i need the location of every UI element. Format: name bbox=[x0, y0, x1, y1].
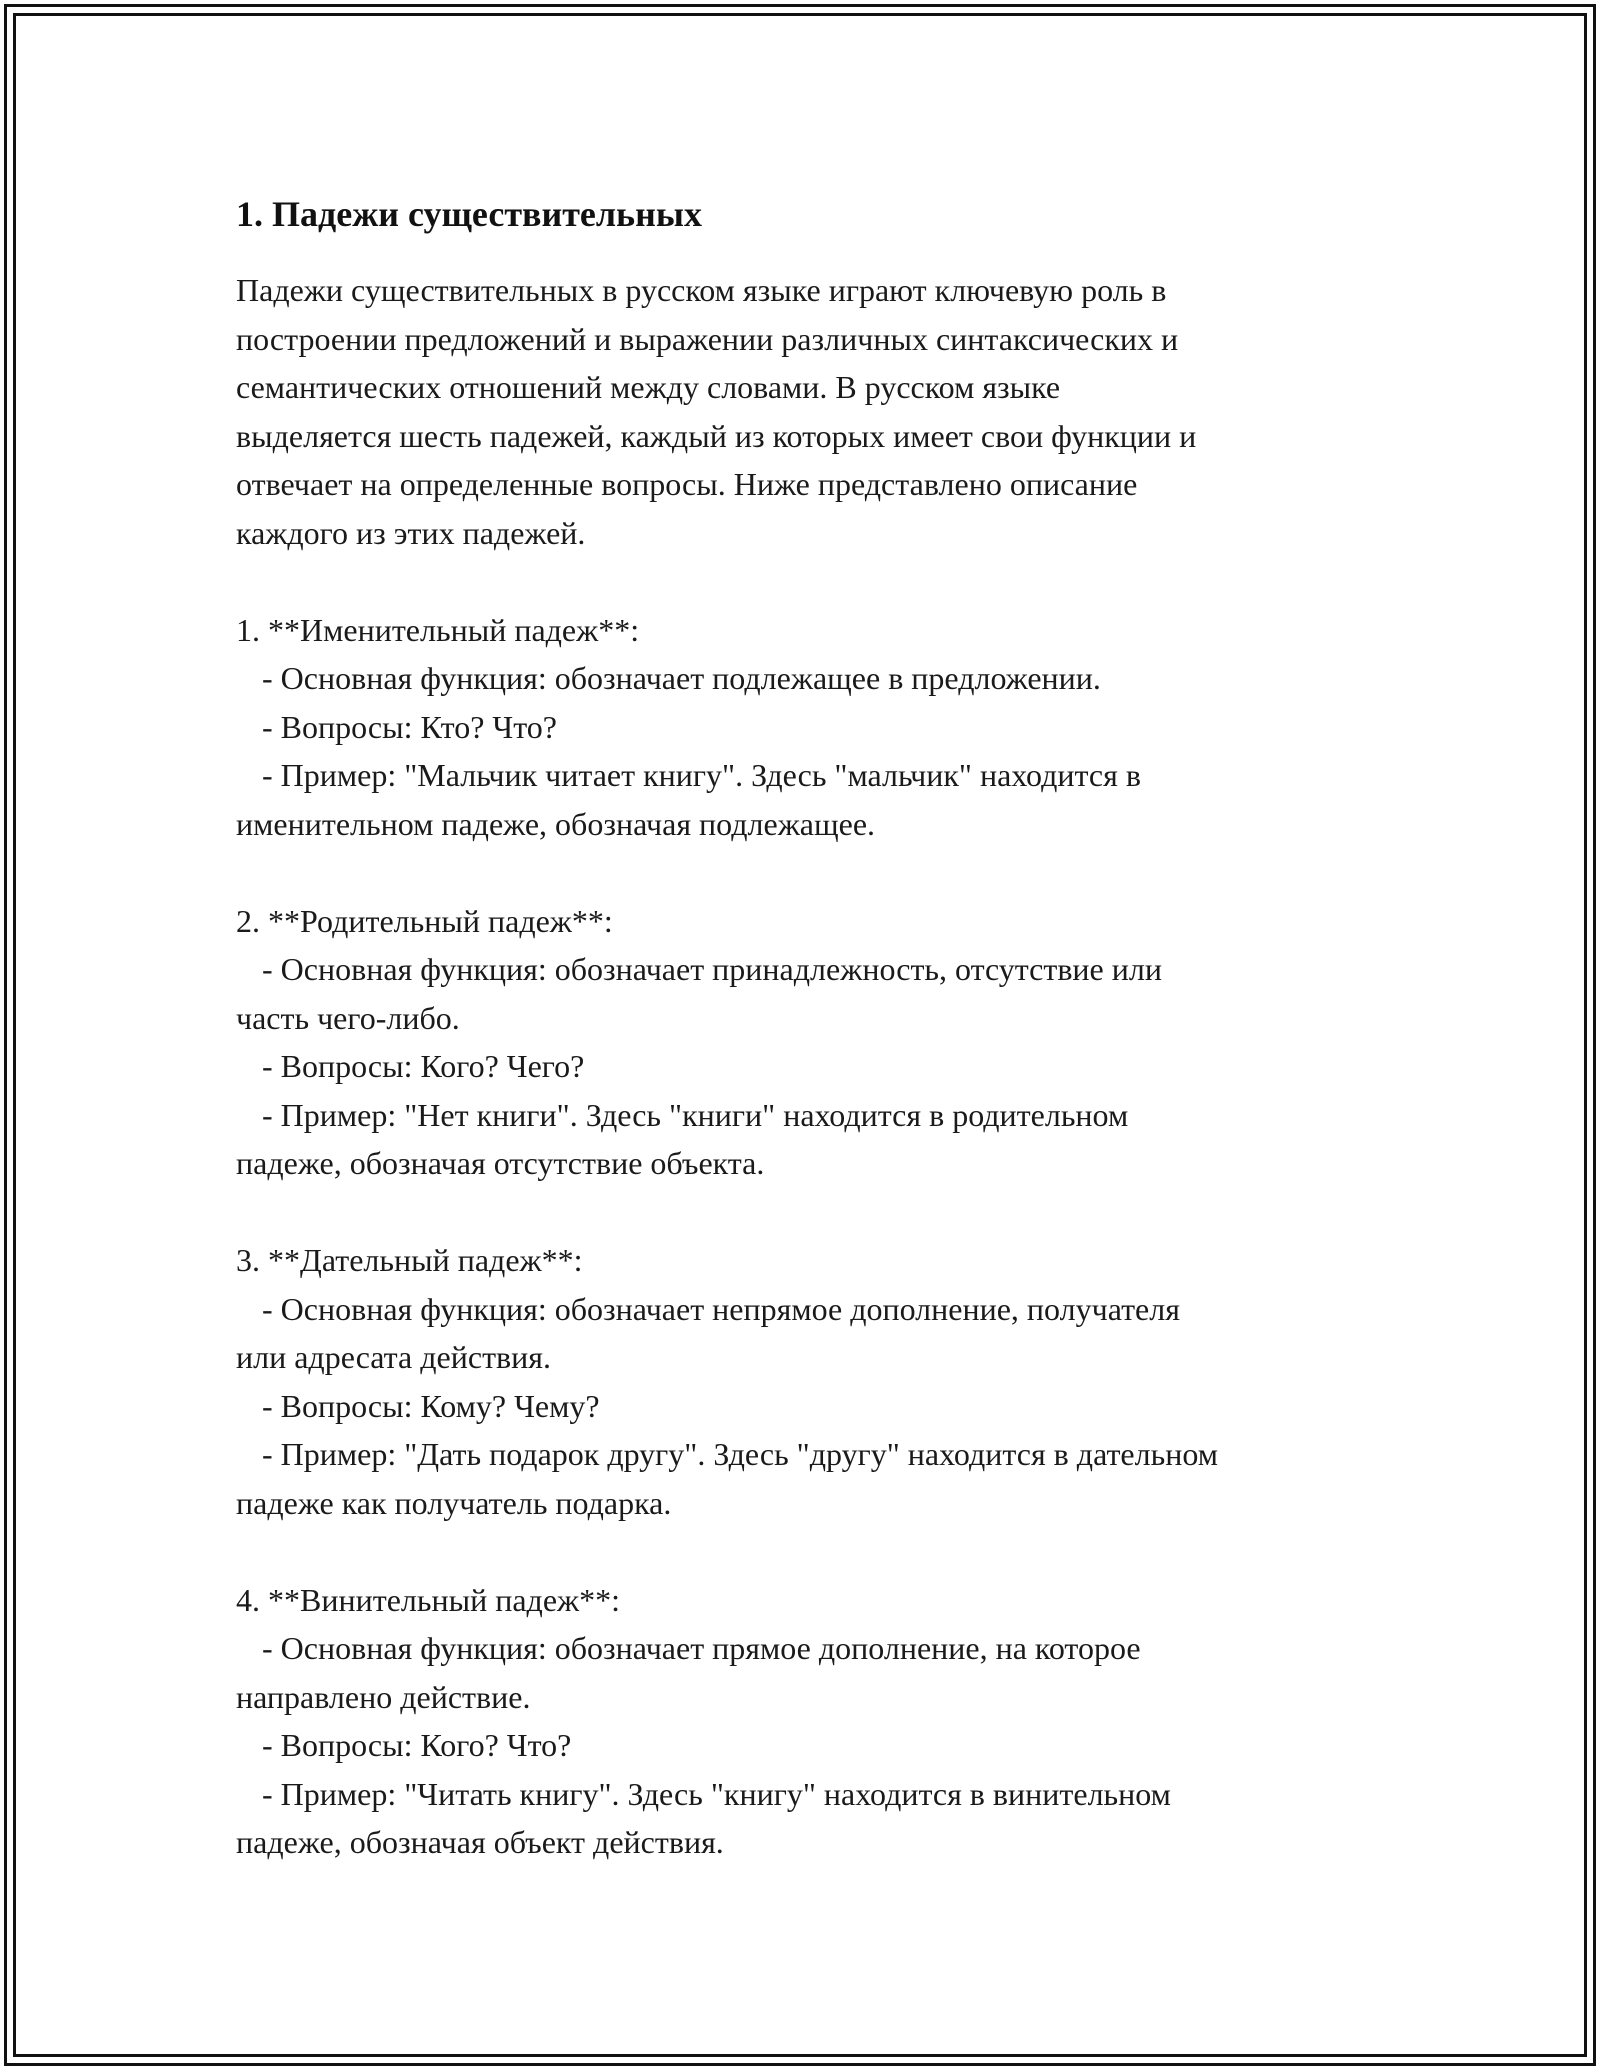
case-item-genitive bbox=[236, 897, 1386, 1188]
case-function-continued: или адресата действия. bbox=[236, 1339, 551, 1375]
case-questions: - Вопросы: Кого? Чего? bbox=[262, 1048, 585, 1084]
intro-line: построении предложений и выражении различных синтаксических и bbox=[236, 320, 1179, 357]
case-example-continued: падеже, обозначая отсутствие объекта. bbox=[236, 1145, 765, 1181]
case-questions: - Вопросы: Кто? Что? bbox=[262, 708, 557, 745]
case-example-continued: падеже, обозначая объект действия. bbox=[236, 1824, 724, 1860]
intro-line: каждого из этих падежей. bbox=[236, 514, 586, 551]
case-title: 4. **Винительный падеж**: bbox=[236, 1581, 621, 1618]
case-example: - Пример: "Нет книги". Здесь "книги" находится в родительном bbox=[262, 1096, 1129, 1133]
case-function-continued: направлено действие. bbox=[236, 1678, 531, 1715]
case-questions: - Вопросы: Кого? Что? bbox=[262, 1727, 572, 1763]
case-item-accusative bbox=[236, 1576, 1386, 1867]
spacer bbox=[236, 557, 1386, 606]
spacer bbox=[236, 1188, 1386, 1237]
case-function: - Основная функция: обозначает прямое дополнение, на которое bbox=[262, 1630, 1141, 1666]
case-example: - Пример: "Мальчик читает книгу". Здесь "мальчик" находится в bbox=[262, 757, 1141, 793]
case-questions: - Вопросы: Кому? Чему? bbox=[262, 1387, 600, 1424]
case-example: - Пример: "Дать подарок другу". Здесь "другу" находится в дательном bbox=[262, 1436, 1218, 1472]
case-function: - Основная функция: обозначает принадлежность, отсутствие или bbox=[262, 951, 1162, 987]
case-function-continued: часть чего-либо. bbox=[236, 999, 460, 1036]
intro-line: отвечает на определенные вопросы. Ниже представлено описание bbox=[236, 466, 1138, 502]
case-function: - Основная функция: обозначает подлежащее в предложении. bbox=[262, 660, 1101, 696]
intro-line: семантических отношений между словами. В русском языке bbox=[236, 369, 1061, 405]
case-title: 3. **Дательный падеж**: bbox=[236, 1242, 583, 1278]
section-heading: 1. Падежи существительных bbox=[236, 194, 702, 234]
case-item-nominative bbox=[236, 606, 1386, 849]
intro-paragraph bbox=[236, 266, 1386, 557]
case-example-continued: именительном падеже, обозначая подлежащее. bbox=[236, 805, 876, 842]
document-body bbox=[236, 190, 1386, 1867]
case-function: - Основная функция: обозначает непрямое дополнение, получателя bbox=[262, 1290, 1180, 1327]
case-title: 1. **Именительный падеж**: bbox=[236, 611, 640, 648]
intro-line: выделяется шесть падежей, каждый из которых имеет свои функции и bbox=[236, 417, 1197, 454]
case-title: 2. **Родительный падеж**: bbox=[236, 902, 613, 939]
case-example: - Пример: "Читать книгу". Здесь "книгу" находится в винительном bbox=[262, 1775, 1171, 1812]
spacer bbox=[236, 848, 1386, 897]
intro-line: Падежи существительных в русском языке играют ключевую роль в bbox=[236, 272, 1167, 308]
case-example-continued: падеже как получатель подарка. bbox=[236, 1484, 672, 1521]
case-item-dative bbox=[236, 1236, 1386, 1527]
spacer bbox=[236, 1527, 1386, 1576]
